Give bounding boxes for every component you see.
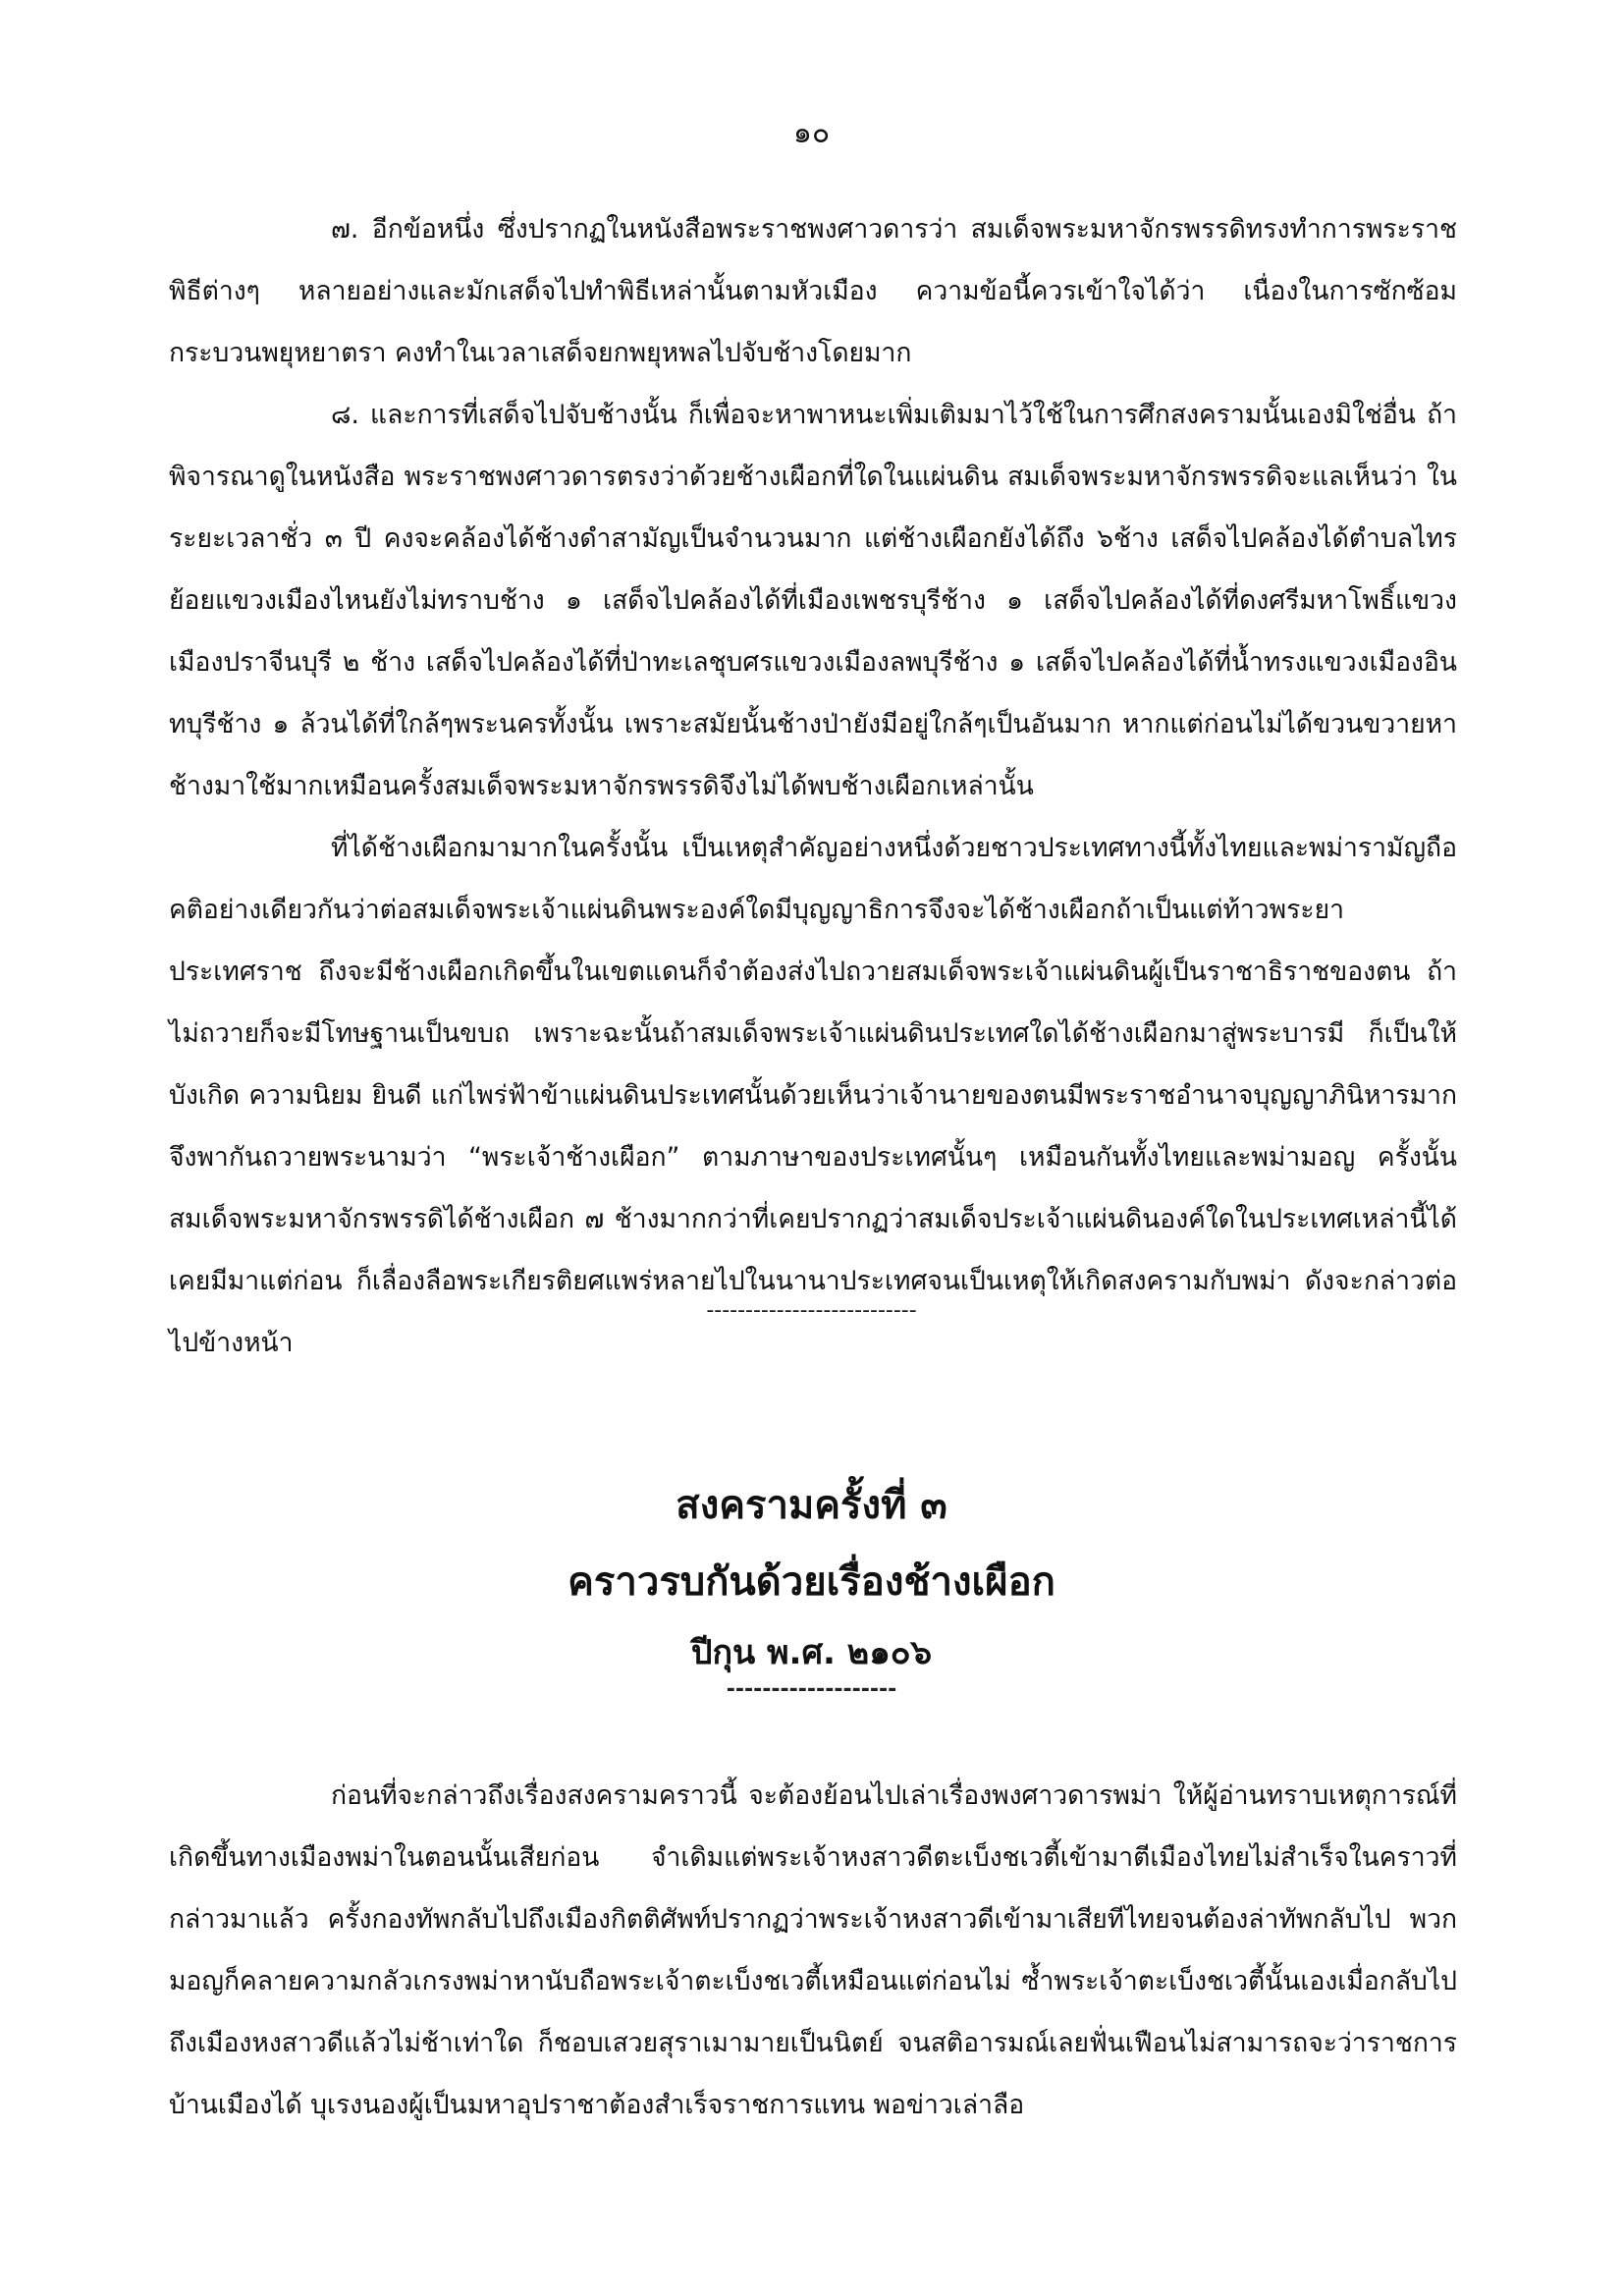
section-divider: --------------------------- (706, 1298, 917, 1323)
heading-divider: ------------------- (726, 1677, 897, 1702)
section-one-body (169, 198, 1457, 1374)
chapter-subtitle: คราวรบกันด้วยเรื่องช้างเผือก (568, 1559, 1055, 1605)
page-number: ๑๐ (792, 116, 831, 150)
chapter-title: สงครามครั้งที่ ๓ (676, 1483, 947, 1528)
chapter-year: ปีกุน พ.ศ. ๒๑๐๖ (690, 1633, 933, 1672)
section-two-body (169, 1765, 1457, 2136)
paragraph: ๘. และการที่เสด็จไปจับช้างนั้น ก็เพื่อจะหาพาหนะเพิ่มเติมมาไว้ใช้ในการศึกสงครามนั้นเองมิใช่อื่น ถ้าพิจารณาดูในหนังสือ พระราชพงศาวดารตรงว่าด้วยช้างเผือกที่ใดในแผ่นดิน สมเด็จพระมหาจักรพรรดิจะแลเห็นว่า ในระยะเวลาชั่ว ๓ ปี คงจะคล้องได้ช้างดำสามัญเป็นจำนวนมาก แต่ช้างเผือกยังได้ถึง ๖ช้าง เสด็จไปคล้องได้ตำบลไทรย้อยแขวงเมืองไหนยังไม่ทราบช้าง ๑ เสด็จไปคล้องได้ที่เมืองเพชรบุรีช้าง ๑ เสด็จไปคล้องได้ที่ดงศรีมหาโพธิ์แขวงเมืองปราจีนบุรี ๒ ช้าง เสด็จไปคล้องได้ที่ป่าทะเลชุบศรแขวงเมืองลพบุรีช้าง ๑ เสด็จไปคล้องได้ที่น้ำทรงแขวงเมืองอินทบุรีช้าง ๑ ล้วนได้ที่ใกล้ๆพระนครทั้งนั้น เพราะสมัยนั้นช้างป่ายังมีอยู่ใกล้ๆเป็นอันมาก หากแต่ก่อนไม่ได้ขวนขวายหาช้างมาใช้มากเหมือนครั้งสมเด็จพระมหาจักรพรรดิจึงไม่ได้พบช้างเผือกเหล่านั้น (169, 400, 1457, 801)
paragraph: ที่ได้ช้างเผือกมามากในครั้งนั้น เป็นเหตุสำคัญอย่างหนึ่งด้วยชาวประเทศทางนี้ทั้งไทยและพม่ารามัญถือคติอย่างเดียวกันว่าต่อสมเด็จพระเจ้าแผ่นดินพระองค์ใดมีบุญญาธิการจึงจะได้ช้างเผือกถ้าเป็นแต่ท้าวพระยาประเทศราช ถึงจะมีช้างเผือกเกิดขึ้นในเขตแดนก็จำต้องส่งไปถวายสมเด็จพระเจ้าแผ่นดินผู้เป็นราชาธิราชของตน ถ้าไม่ถวายก็จะมีโทษฐานเป็นขบถ เพราะฉะนั้นถ้าสมเด็จพระเจ้าแผ่นดินประเทศใดได้ช้างเผือกมาสู่พระบารมี ก็เป็นให้บังเกิด ความนิยม ยินดี แก่ไพร่ฟ้าข้าแผ่นดินประเทศนั้นด้วยเห็นว่าเจ้านายของตนมีพระราชอำนาจบุญญาภินิหารมาก จึงพากันถวายพระนามว่า “พระเจ้าช้างเผือก” ตามภาษาของประเทศนั้นๆ เหมือนกันทั้งไทยและพม่ามอญ ครั้งนั้นสมเด็จพระมหาจักรพรรดิได้ช้างเผือก ๗ ช้างมากกว่าที่เคยปรากฏว่าสมเด็จประเจ้าแผ่นดินองค์ใดในประเทศเหล่านี้ได้เคยมีมาแต่ก่อน ก็เลื่องลือพระเกียรติยศแพร่หลายไปในนานาประเทศจนเป็นเหตุให้เกิดสงครามกับพม่า ดังจะกล่าวต่อไปข้างหน้า (169, 833, 1457, 1358)
paragraph: ก่อนที่จะกล่าวถึงเรื่องสงครามคราวนี้ จะต้องย้อนไปเล่าเรื่องพงศาวดารพม่า ให้ผู้อ่านทราบเหตุการณ์ที่เกิดขึ้นทางเมืองพม่าในตอนนั้นเสียก่อน จำเดิมแต่พระเจ้าหงสาวดีตะเบ็งชเวตี้เข้ามาตีเมืองไทยไม่สำเร็จในคราวที่กล่าวมาแล้ว ครั้งกองทัพกลับไปถึงเมืองกิตติศัพท์ปรากฏว่าพระเจ้าหงสาวดีเข้ามาเสียทีไทยจนต้องล่าทัพกลับไป พวกมอญก็คลายความกลัวเกรงพม่าหานับถือพระเจ้าตะเบ็งชเวตี้เหมือนแต่ก่อนไม่ ซ้ำพระเจ้าตะเบ็งชเวตี้นั้นเองเมื่อกลับไปถึงเมืองหงสาวดีแล้วไม่ช้าเท่าใด ก็ชอบเสวยสุราเมามายเป็นนิตย์ จนสติอารมณ์เลยฟั่นเฟือนไม่สามารถจะว่าราชการบ้านเมืองได้ บุเรงนองผู้เป็นมหาอุปราชาต้องสำเร็จราชการแทน พอข่าวเล่าลือ (169, 1780, 1457, 2120)
paragraph: ๗. อีกข้อหนึ่ง ซึ่งปรากฏในหนังสือพระราชพงศาวดารว่า สมเด็จพระมหาจักรพรรดิทรงทำการพระราชพิธีต่างๆ หลายอย่างและมักเสด็จไปทำพิธีเหล่านั้นตามหัวเมือง ความข้อนี้ควรเข้าใจได้ว่า เนื่องในการซักซ้อมกระบวนพยุหยาตรา คงทำในเวลาเสด็จยกพยุหพลไปจับช้างโดยมาก (169, 214, 1457, 368)
